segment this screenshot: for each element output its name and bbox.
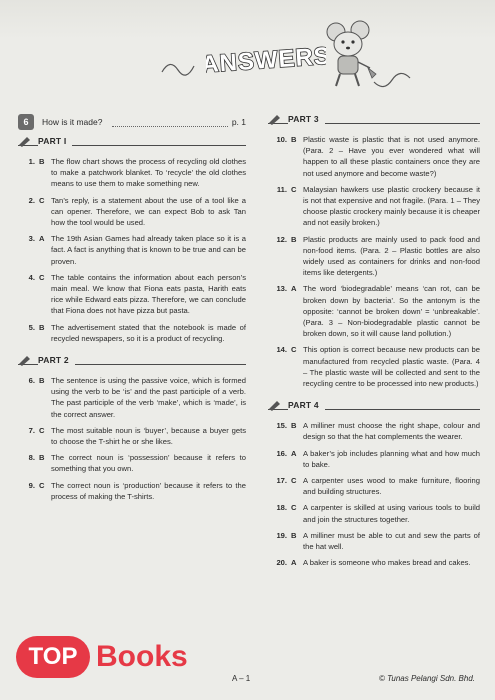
bleed-through-area — [0, 0, 495, 40]
answers-heading-text: ANSWERS — [206, 42, 326, 79]
pencil-icon — [268, 113, 282, 125]
left-column — [18, 113, 246, 507]
question-number: 13. — [276, 284, 287, 294]
answer-explanation: Plastic products are mainly used to pack food and non-food items. (Para. 2 – Plastic bottles are also widely used as containers for drinks and non-food items like detergents.) — [303, 234, 480, 278]
answer-letter: C — [39, 195, 45, 205]
answer-explanation: A milliner must choose the right shape, colour and design so that the hat complements the wearer. — [303, 421, 480, 442]
topic-leader-dots — [112, 118, 227, 127]
part-label: PART 4 — [288, 400, 325, 410]
answer-letter: A — [39, 234, 45, 244]
answer-item — [268, 557, 480, 568]
answers-heading-art — [206, 38, 326, 82]
part-4-list — [268, 420, 480, 568]
part-label: PART I — [38, 136, 72, 146]
answer-item — [268, 344, 480, 389]
answer-letter: B — [39, 453, 45, 463]
part-3-list — [268, 134, 480, 389]
right-column — [268, 113, 480, 574]
question-number: 11. — [276, 184, 287, 194]
answer-explanation: Plastic waste is plastic that is not used anymore. (Para. 2 – Have you ever wondered what will happen to all these plastic containers once they are not used anymore and become waste?) — [303, 135, 480, 178]
answers-heading — [206, 38, 326, 82]
answer-explanation: The 19th Asian Games had already taken place so it is a fact. A fact is anything that is known to be true and can be proven. — [51, 234, 246, 266]
answer-letter: B — [39, 376, 45, 386]
question-number: 7. — [28, 425, 35, 435]
answer-item — [18, 480, 246, 502]
answer-item — [18, 452, 246, 474]
question-number: 17. — [276, 476, 287, 486]
question-number: 18. — [276, 503, 287, 513]
question-number: 6. — [28, 376, 35, 386]
answer-item — [268, 448, 480, 470]
topic-number-badge: 6 — [18, 114, 34, 130]
answer-letter: C — [39, 480, 45, 490]
answer-letter: B — [291, 234, 297, 244]
answer-letter: A — [291, 284, 297, 294]
answer-item — [268, 475, 480, 497]
answer-explanation: The word ‘biodegradable’ means ‘can rot, can be broken down by bacteria’. So the antonym is the opposite: ‘cannot be broken down’ = ‘unbreakable’. (Para. 3 – Non-biodegradable plastic cannot be broken down, so it will cause land pollution.) — [303, 284, 480, 339]
answer-explanation: A milliner must be able to cut and sew the parts of the hat well. — [303, 530, 480, 552]
answer-explanation: The flow chart shows the process of recycling old clothes to make a patchwork blanket. To ‘recycle’ the old clothes means to use them to make something new. — [51, 157, 246, 189]
answer-explanation: The sentence is using the passive voice, which is formed using the verb to be ‘is’ and the past participle of a verb. The past participle of the verb ‘make’, which is ‘made’, is the correct answer. — [51, 376, 246, 419]
answer-letter: B — [291, 530, 297, 540]
part-label: PART 3 — [288, 114, 325, 124]
answer-item — [268, 283, 480, 339]
answer-explanation: The most suitable noun is ‘buyer’, because a buyer gets to choose the T-shirt he or she likes. — [51, 425, 246, 447]
question-number: 16. — [276, 448, 287, 458]
answer-letter: B — [291, 421, 297, 431]
watermark-text: Books — [96, 640, 188, 673]
part-label: PART 2 — [38, 355, 75, 365]
part-2-list — [18, 375, 246, 502]
answer-letter: C — [291, 476, 297, 486]
decorative-scribble-left — [160, 56, 200, 78]
question-number: 3. — [28, 234, 35, 244]
answer-item — [268, 234, 480, 279]
answer-item — [18, 322, 246, 344]
answer-explanation: A baker is someone who makes bread and cakes. — [303, 558, 471, 568]
answer-item — [18, 375, 246, 420]
answer-item — [18, 272, 246, 317]
part-1-list — [18, 156, 246, 344]
question-number: 2. — [28, 195, 35, 205]
question-number: 1. — [28, 157, 35, 166]
page-number: A – 1 — [232, 674, 251, 683]
question-number: 10. — [276, 135, 287, 144]
answer-letter: B — [39, 322, 45, 332]
answer-explanation: The correct noun is ‘possession’ because it refers to something that you own. — [51, 453, 246, 474]
part-heading — [18, 354, 246, 368]
answer-letter: A — [291, 448, 297, 458]
answer-item — [18, 233, 246, 267]
pencil-icon — [268, 399, 282, 411]
answer-item — [18, 195, 246, 229]
question-number: 9. — [28, 480, 35, 490]
answer-letter: B — [291, 135, 297, 144]
question-number: 8. — [28, 453, 35, 463]
topic-title: How is it made? — [42, 117, 103, 127]
topic-heading — [18, 113, 246, 131]
decorative-scribble-right — [372, 70, 412, 92]
answer-letter: C — [291, 184, 297, 194]
question-number: 5. — [28, 322, 35, 332]
question-number: 12. — [276, 234, 287, 244]
copyright-notice: © Tunas Pelangi Sdn. Bhd. — [378, 674, 475, 683]
question-number: 19. — [276, 530, 287, 540]
answer-letter: C — [39, 272, 45, 282]
answer-item — [18, 425, 246, 447]
part-heading — [268, 399, 480, 413]
question-number: 15. — [276, 421, 287, 431]
part-heading — [18, 135, 246, 149]
pencil-icon — [18, 135, 32, 147]
answer-item — [18, 156, 246, 190]
mouse-mascot-illustration — [322, 18, 378, 92]
answer-item — [268, 502, 480, 524]
question-number: 14. — [276, 345, 287, 355]
answer-item — [268, 184, 480, 229]
answer-letter: B — [39, 157, 45, 166]
answer-explanation: Malaysian hawkers use plastic crockery because it is not that expensive and not fragile. (Para. 1 – They choose plastic crockery mainly because it is cheaper and not easily broken.) — [303, 184, 480, 228]
pencil-icon — [18, 354, 32, 366]
answer-letter: C — [291, 503, 297, 513]
topic-page-ref: p. 1 — [231, 117, 246, 127]
answer-explanation: Tan’s reply, is a statement about the use of a tool like a can opener. Therefore, we can expect Bob to ask Tan how the tool would be used. — [51, 195, 246, 228]
question-number: 20. — [276, 558, 287, 568]
answer-item — [268, 530, 480, 552]
question-number: 4. — [28, 272, 35, 282]
part-heading — [268, 113, 480, 127]
answer-explanation: The advertisement stated that the notebook is made of recycled newspapers, so it is a product of recycling. — [51, 322, 246, 343]
answer-explanation: The table contains the information about each person’s main meal. We know that Fiona eats pasta, Harith eats rice while Edward eats pizza. Therefore, we can conclude that Fiona does not have pizza but pasta. — [51, 272, 246, 316]
answer-item — [268, 134, 480, 179]
answer-explanation: A carpenter uses wood to make furniture, flooring and building structures. — [303, 476, 480, 497]
watermark-badge: TOP — [16, 636, 90, 678]
answer-letter: A — [291, 558, 297, 568]
answer-explanation: A carpenter is skilled at using various tools to build and join the structures together. — [303, 503, 480, 524]
answer-explanation: The correct noun is ‘production’ because it refers to the process of making the T-shirts. — [51, 480, 246, 501]
answer-letter: C — [39, 425, 45, 435]
answer-explanation: This option is correct because new products can be manufactured from recycled plastic waste. (Para. 4 – The plastic waste will be collected and sent to the recycling centre to be processed into new products.) — [303, 345, 480, 389]
answer-letter: C — [291, 345, 297, 355]
answer-explanation: A baker’s job includes planning what and how much to bake. — [303, 448, 480, 469]
answer-item — [268, 420, 480, 442]
page-footer — [0, 674, 495, 688]
